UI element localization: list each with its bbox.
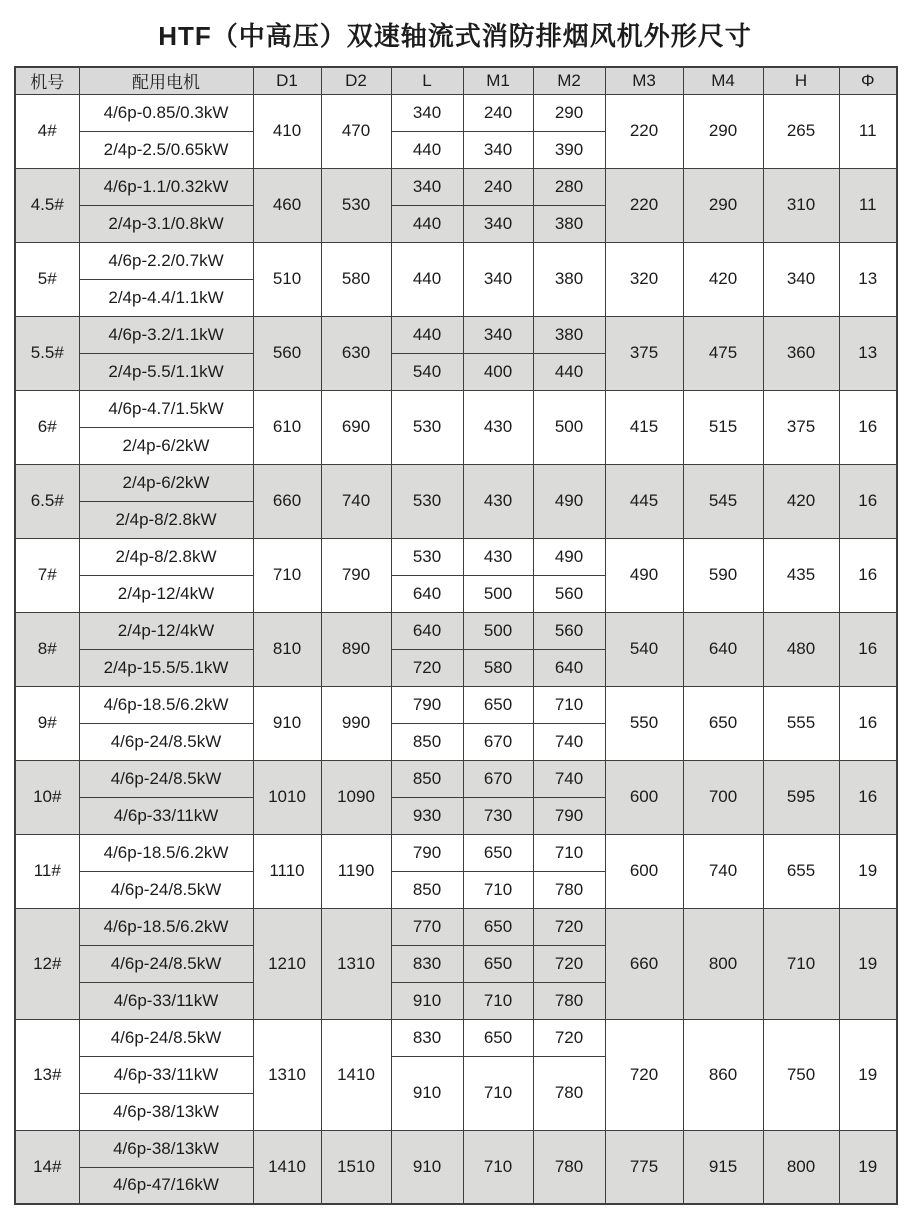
motor-cell: 4/6p-3.2/1.1kW: [79, 316, 253, 353]
motor-cell: 2/4p-6/2kW: [79, 464, 253, 501]
m1-cell: 340: [463, 242, 533, 316]
m1-cell: 710: [463, 871, 533, 908]
d2-cell: 530: [321, 168, 391, 242]
model-cell: 4#: [15, 94, 79, 168]
m3-cell: 660: [605, 908, 683, 1019]
m1-cell: 430: [463, 538, 533, 575]
m3-cell: 550: [605, 686, 683, 760]
m2-cell: 710: [533, 834, 605, 871]
m4-cell: 515: [683, 390, 763, 464]
d1-cell: 1110: [253, 834, 321, 908]
d1-cell: 610: [253, 390, 321, 464]
h-cell: 420: [763, 464, 839, 538]
m2-cell: 790: [533, 797, 605, 834]
phi-cell: 16: [839, 760, 897, 834]
d1-cell: 1410: [253, 1130, 321, 1204]
motor-cell: 2/4p-2.5/0.65kW: [79, 131, 253, 168]
d2-cell: 1410: [321, 1019, 391, 1130]
m3-cell: 220: [605, 94, 683, 168]
m1-cell: 710: [463, 1130, 533, 1204]
column-header: H: [763, 67, 839, 94]
m1-cell: 710: [463, 982, 533, 1019]
model-cell: 13#: [15, 1019, 79, 1130]
m1-cell: 430: [463, 390, 533, 464]
table-row: [15, 94, 897, 131]
table-row: [15, 1019, 897, 1056]
m3-cell: 445: [605, 464, 683, 538]
m3-cell: 775: [605, 1130, 683, 1204]
d2-cell: 690: [321, 390, 391, 464]
d1-cell: 810: [253, 612, 321, 686]
h-cell: 555: [763, 686, 839, 760]
m2-cell: 640: [533, 649, 605, 686]
l-cell: 440: [391, 242, 463, 316]
m2-cell: 380: [533, 205, 605, 242]
l-cell: 530: [391, 390, 463, 464]
h-cell: 435: [763, 538, 839, 612]
d1-cell: 510: [253, 242, 321, 316]
m3-cell: 375: [605, 316, 683, 390]
l-cell: 910: [391, 982, 463, 1019]
model-cell: 6#: [15, 390, 79, 464]
table-row: [15, 760, 897, 797]
motor-cell: 4/6p-1.1/0.32kW: [79, 168, 253, 205]
m1-cell: 730: [463, 797, 533, 834]
m3-cell: 490: [605, 538, 683, 612]
table-row: [15, 390, 897, 427]
m3-cell: 600: [605, 760, 683, 834]
m2-cell: 290: [533, 94, 605, 131]
m1-cell: 340: [463, 205, 533, 242]
l-cell: 930: [391, 797, 463, 834]
m2-cell: 560: [533, 612, 605, 649]
m2-cell: 720: [533, 1019, 605, 1056]
l-cell: 640: [391, 575, 463, 612]
d2-cell: 630: [321, 316, 391, 390]
m4-cell: 915: [683, 1130, 763, 1204]
column-header: M3: [605, 67, 683, 94]
table-row: [15, 908, 897, 945]
table-row: [15, 1130, 897, 1167]
m1-cell: 340: [463, 316, 533, 353]
motor-cell: 4/6p-18.5/6.2kW: [79, 908, 253, 945]
h-cell: 710: [763, 908, 839, 1019]
m2-cell: 740: [533, 723, 605, 760]
m1-cell: 710: [463, 1056, 533, 1130]
table-body: [15, 94, 897, 1204]
phi-cell: 19: [839, 908, 897, 1019]
table-header-row: [15, 67, 897, 94]
motor-cell: 2/4p-6/2kW: [79, 427, 253, 464]
m1-cell: 240: [463, 168, 533, 205]
phi-cell: 19: [839, 1130, 897, 1204]
m1-cell: 580: [463, 649, 533, 686]
m4-cell: 590: [683, 538, 763, 612]
motor-cell: 2/4p-4.4/1.1kW: [79, 279, 253, 316]
model-cell: 11#: [15, 834, 79, 908]
m1-cell: 400: [463, 353, 533, 390]
l-cell: 830: [391, 945, 463, 982]
h-cell: 655: [763, 834, 839, 908]
m3-cell: 720: [605, 1019, 683, 1130]
m2-cell: 780: [533, 982, 605, 1019]
column-header: 配用电机: [79, 67, 253, 94]
h-cell: 265: [763, 94, 839, 168]
m2-cell: 380: [533, 316, 605, 353]
m4-cell: 640: [683, 612, 763, 686]
m1-cell: 240: [463, 94, 533, 131]
l-cell: 850: [391, 871, 463, 908]
table-row: [15, 168, 897, 205]
h-cell: 360: [763, 316, 839, 390]
motor-cell: 2/4p-3.1/0.8kW: [79, 205, 253, 242]
l-cell: 910: [391, 1056, 463, 1130]
l-cell: 440: [391, 205, 463, 242]
model-cell: 5.5#: [15, 316, 79, 390]
m1-cell: 500: [463, 612, 533, 649]
m1-cell: 670: [463, 760, 533, 797]
l-cell: 530: [391, 538, 463, 575]
d2-cell: 790: [321, 538, 391, 612]
phi-cell: 16: [839, 390, 897, 464]
m2-cell: 280: [533, 168, 605, 205]
m4-cell: 650: [683, 686, 763, 760]
m4-cell: 545: [683, 464, 763, 538]
phi-cell: 16: [839, 538, 897, 612]
d1-cell: 660: [253, 464, 321, 538]
l-cell: 790: [391, 834, 463, 871]
h-cell: 480: [763, 612, 839, 686]
m2-cell: 500: [533, 390, 605, 464]
page-title: HTF（中高压）双速轴流式消防排烟风机外形尺寸: [158, 21, 752, 51]
m2-cell: 710: [533, 686, 605, 723]
column-header: D1: [253, 67, 321, 94]
m2-cell: 490: [533, 538, 605, 575]
phi-cell: 16: [839, 686, 897, 760]
table-row: [15, 538, 897, 575]
phi-cell: 13: [839, 242, 897, 316]
d1-cell: 1310: [253, 1019, 321, 1130]
m1-cell: 650: [463, 945, 533, 982]
l-cell: 770: [391, 908, 463, 945]
motor-cell: 4/6p-33/11kW: [79, 982, 253, 1019]
d2-cell: 990: [321, 686, 391, 760]
l-cell: 640: [391, 612, 463, 649]
m3-cell: 220: [605, 168, 683, 242]
d2-cell: 890: [321, 612, 391, 686]
m4-cell: 800: [683, 908, 763, 1019]
d2-cell: 1310: [321, 908, 391, 1019]
m3-cell: 600: [605, 834, 683, 908]
m2-cell: 390: [533, 131, 605, 168]
m4-cell: 700: [683, 760, 763, 834]
table-row: [15, 242, 897, 279]
m1-cell: 340: [463, 131, 533, 168]
m2-cell: 780: [533, 1056, 605, 1130]
m1-cell: 650: [463, 1019, 533, 1056]
m4-cell: 860: [683, 1019, 763, 1130]
l-cell: 530: [391, 464, 463, 538]
h-cell: 595: [763, 760, 839, 834]
l-cell: 720: [391, 649, 463, 686]
motor-cell: 4/6p-33/11kW: [79, 797, 253, 834]
m3-cell: 540: [605, 612, 683, 686]
m1-cell: 430: [463, 464, 533, 538]
motor-cell: 4/6p-38/13kW: [79, 1093, 253, 1130]
phi-cell: 19: [839, 834, 897, 908]
m4-cell: 290: [683, 168, 763, 242]
d2-cell: 1510: [321, 1130, 391, 1204]
table-row: [15, 464, 897, 501]
motor-cell: 4/6p-33/11kW: [79, 1056, 253, 1093]
fan-dimension-table: [14, 66, 898, 1205]
d1-cell: 710: [253, 538, 321, 612]
model-cell: 7#: [15, 538, 79, 612]
d1-cell: 1010: [253, 760, 321, 834]
m1-cell: 650: [463, 834, 533, 871]
motor-cell: 2/4p-15.5/5.1kW: [79, 649, 253, 686]
motor-cell: 4/6p-24/8.5kW: [79, 945, 253, 982]
motor-cell: 2/4p-12/4kW: [79, 612, 253, 649]
table-row: [15, 686, 897, 723]
l-cell: 830: [391, 1019, 463, 1056]
phi-cell: 16: [839, 464, 897, 538]
d2-cell: 1190: [321, 834, 391, 908]
column-header: Φ: [839, 67, 897, 94]
h-cell: 750: [763, 1019, 839, 1130]
m2-cell: 490: [533, 464, 605, 538]
model-cell: 10#: [15, 760, 79, 834]
m3-cell: 320: [605, 242, 683, 316]
d1-cell: 1210: [253, 908, 321, 1019]
motor-cell: 4/6p-24/8.5kW: [79, 1019, 253, 1056]
column-header: M2: [533, 67, 605, 94]
motor-cell: 2/4p-5.5/1.1kW: [79, 353, 253, 390]
h-cell: 340: [763, 242, 839, 316]
m2-cell: 720: [533, 945, 605, 982]
l-cell: 910: [391, 1130, 463, 1204]
d2-cell: 1090: [321, 760, 391, 834]
m1-cell: 500: [463, 575, 533, 612]
l-cell: 440: [391, 316, 463, 353]
m2-cell: 780: [533, 1130, 605, 1204]
motor-cell: 4/6p-18.5/6.2kW: [79, 686, 253, 723]
l-cell: 850: [391, 723, 463, 760]
m1-cell: 650: [463, 908, 533, 945]
l-cell: 340: [391, 94, 463, 131]
m1-cell: 650: [463, 686, 533, 723]
model-cell: 4.5#: [15, 168, 79, 242]
d1-cell: 910: [253, 686, 321, 760]
motor-cell: 4/6p-0.85/0.3kW: [79, 94, 253, 131]
d1-cell: 460: [253, 168, 321, 242]
m4-cell: 290: [683, 94, 763, 168]
model-cell: 5#: [15, 242, 79, 316]
motor-cell: 2/4p-8/2.8kW: [79, 501, 253, 538]
column-header: L: [391, 67, 463, 94]
d2-cell: 470: [321, 94, 391, 168]
motor-cell: 4/6p-38/13kW: [79, 1130, 253, 1167]
model-cell: 9#: [15, 686, 79, 760]
l-cell: 790: [391, 686, 463, 723]
m1-cell: 670: [463, 723, 533, 760]
phi-cell: 19: [839, 1019, 897, 1130]
table-row: [15, 612, 897, 649]
motor-cell: 4/6p-4.7/1.5kW: [79, 390, 253, 427]
phi-cell: 13: [839, 316, 897, 390]
d1-cell: 560: [253, 316, 321, 390]
h-cell: 800: [763, 1130, 839, 1204]
model-cell: 12#: [15, 908, 79, 1019]
column-header: 机号: [15, 67, 79, 94]
motor-cell: 4/6p-47/16kW: [79, 1167, 253, 1204]
m2-cell: 380: [533, 242, 605, 316]
m2-cell: 440: [533, 353, 605, 390]
l-cell: 440: [391, 131, 463, 168]
m2-cell: 780: [533, 871, 605, 908]
d2-cell: 740: [321, 464, 391, 538]
motor-cell: 4/6p-24/8.5kW: [79, 723, 253, 760]
m4-cell: 740: [683, 834, 763, 908]
d2-cell: 580: [321, 242, 391, 316]
m4-cell: 420: [683, 242, 763, 316]
m2-cell: 560: [533, 575, 605, 612]
model-cell: 8#: [15, 612, 79, 686]
column-header: M1: [463, 67, 533, 94]
motor-cell: 4/6p-24/8.5kW: [79, 871, 253, 908]
phi-cell: 16: [839, 612, 897, 686]
table-row: [15, 834, 897, 871]
h-cell: 375: [763, 390, 839, 464]
phi-cell: 11: [839, 94, 897, 168]
table-row: [15, 316, 897, 353]
l-cell: 850: [391, 760, 463, 797]
column-header: M4: [683, 67, 763, 94]
l-cell: 540: [391, 353, 463, 390]
column-header: D2: [321, 67, 391, 94]
model-cell: 6.5#: [15, 464, 79, 538]
m4-cell: 475: [683, 316, 763, 390]
m2-cell: 740: [533, 760, 605, 797]
l-cell: 340: [391, 168, 463, 205]
motor-cell: 4/6p-2.2/0.7kW: [79, 242, 253, 279]
d1-cell: 410: [253, 94, 321, 168]
motor-cell: 2/4p-12/4kW: [79, 575, 253, 612]
model-cell: 14#: [15, 1130, 79, 1204]
h-cell: 310: [763, 168, 839, 242]
phi-cell: 11: [839, 168, 897, 242]
motor-cell: 2/4p-8/2.8kW: [79, 538, 253, 575]
motor-cell: 4/6p-18.5/6.2kW: [79, 834, 253, 871]
m3-cell: 415: [605, 390, 683, 464]
m2-cell: 720: [533, 908, 605, 945]
motor-cell: 4/6p-24/8.5kW: [79, 760, 253, 797]
